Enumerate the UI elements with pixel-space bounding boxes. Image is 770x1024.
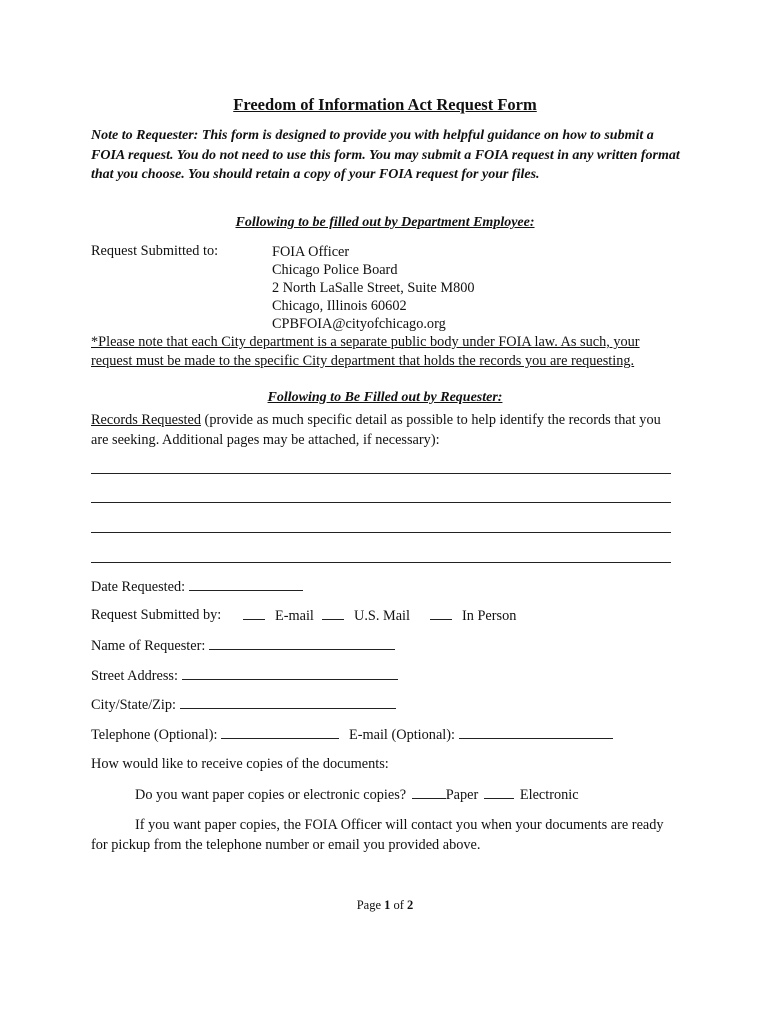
paper-electronic-row — [135, 786, 579, 804]
paper-electronic-question: Do you want paper copies or electronic copies? — [135, 787, 407, 803]
address-line-city: Chicago, Illinois 60602 — [272, 298, 407, 314]
name-field[interactable] — [209, 637, 395, 650]
records-requested-label: Records Requested — [91, 412, 201, 428]
street-row — [91, 667, 398, 685]
request-submitted-to-label: Request Submitted to: — [91, 243, 219, 259]
telephone-field[interactable] — [221, 726, 339, 739]
date-requested-row — [91, 578, 303, 596]
street-label: Street Address: — [91, 668, 178, 684]
email-checkbox[interactable] — [243, 607, 265, 620]
address-line-officer: FOIA Officer — [272, 244, 350, 260]
footer-page-word: Page — [356, 898, 381, 912]
city-field[interactable] — [180, 696, 396, 709]
electronic-option-label: Electronic — [519, 787, 579, 803]
address-line-board: Chicago Police Board — [272, 262, 398, 278]
records-line-3[interactable] — [91, 532, 671, 533]
copies-question: How would like to receive copies of the documents: — [91, 756, 389, 772]
footer-of-word: of — [393, 898, 404, 912]
date-requested-label: Date Requested: — [91, 579, 186, 595]
department-notice: *Please note that each City department is a separate public body under FOIA law. As such, your request must be made to the specific City department that holds the records you are requesting. — [91, 334, 640, 369]
submitted-by-email-option[interactable] — [243, 607, 314, 625]
footer-page-total: 2 — [407, 898, 414, 912]
city-row — [91, 696, 396, 714]
records-requested-text: (provide as much specific detail as possible to help identify the records that you are seeking. Additional pages may be attached, if necessary): — [91, 412, 661, 448]
city-label: City/State/Zip: — [91, 697, 176, 713]
email-field[interactable] — [459, 726, 613, 739]
page-footer — [0, 898, 770, 913]
mail-checkbox[interactable] — [322, 607, 344, 620]
paper-checkbox[interactable] — [412, 786, 446, 799]
submitted-by-mail-option[interactable] — [322, 607, 410, 625]
submitted-by-in-person-option[interactable] — [430, 607, 516, 625]
requester-section-heading: Following to Be Filled out by Requester: — [267, 390, 503, 405]
email-option-label: E-mail — [275, 608, 314, 624]
records-line-4[interactable] — [91, 562, 671, 563]
submission-address — [272, 243, 475, 333]
street-field[interactable] — [182, 667, 398, 680]
records-requested-instructions — [91, 411, 681, 450]
records-line-1[interactable] — [91, 473, 671, 474]
form-title: Freedom of Information Act Request Form — [233, 95, 537, 114]
requester-note: Note to Requester: This form is designed to provide you with helpful guidance on how to submit a FOIA request. You do not need to use this form. You may submit a FOIA request in any written format that you choose. You should retain a copy of your FOIA request for your files. — [91, 128, 680, 182]
telephone-row — [91, 726, 339, 744]
records-line-2[interactable] — [91, 502, 671, 503]
name-label: Name of Requester: — [91, 638, 206, 654]
name-row — [91, 637, 395, 655]
paper-option-label: Paper — [445, 787, 479, 803]
address-line-email[interactable]: CPBFOIA@cityofchicago.org — [272, 316, 446, 332]
email-row — [349, 726, 613, 744]
request-submitted-by-label: Request Submitted by: — [91, 607, 222, 623]
email-label: E-mail (Optional): — [349, 727, 456, 743]
date-requested-field[interactable] — [189, 578, 303, 591]
in-person-checkbox[interactable] — [430, 607, 452, 620]
department-section-heading: Following to be filled out by Department Employee: — [235, 215, 535, 230]
footer-page-number: 1 — [384, 898, 391, 912]
electronic-checkbox[interactable] — [484, 786, 514, 799]
mail-option-label: U.S. Mail — [354, 608, 411, 624]
telephone-label: Telephone (Optional): — [91, 727, 218, 743]
pickup-paragraph: If you want paper copies, the FOIA Officer will contact you when your documents are ready for pickup from the telephone number or email you provided above. — [91, 817, 664, 853]
address-line-street: 2 North LaSalle Street, Suite M800 — [272, 280, 475, 296]
in-person-option-label: In Person — [462, 608, 517, 624]
